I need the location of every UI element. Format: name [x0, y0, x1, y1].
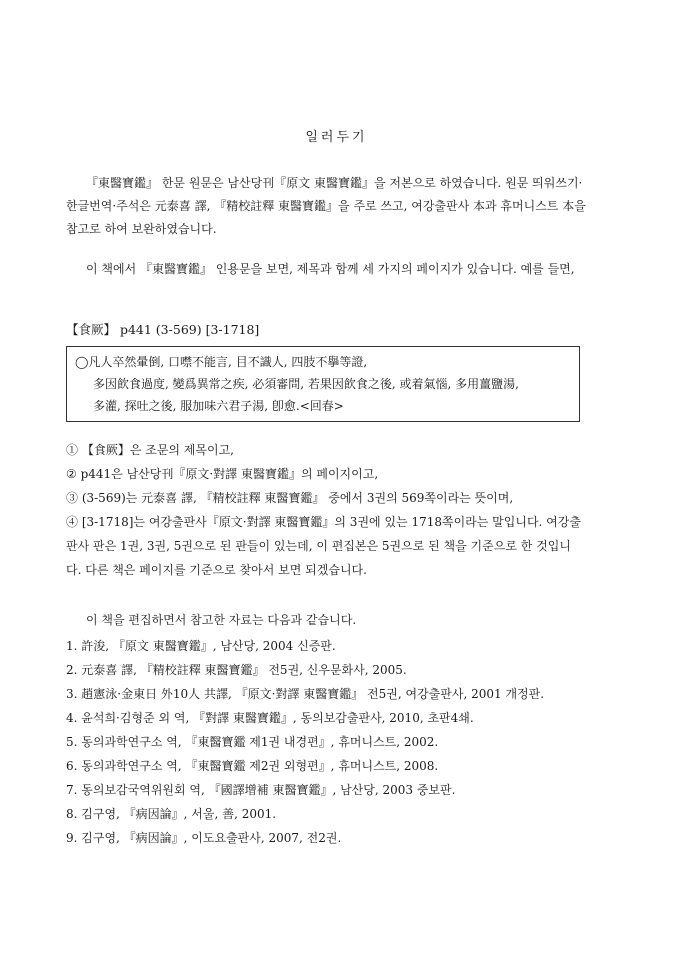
- reference-quote-box: [66, 346, 580, 422]
- note-item: ② p441은 남산당刊『原文·對譯 東醫寶鑑』의 페이지이고,: [66, 467, 379, 481]
- page-title: 일러두기: [305, 130, 368, 145]
- source-item: 4. 윤석희·김형준 외 역, 『對譯 東醫寶鑑』, 동의보감출판사, 2010, 초판4쇄.: [66, 711, 474, 725]
- reference-heading: 【食厥】 p441 (3-569) [3-1718]: [66, 322, 260, 337]
- source-item: 1. 許浚, 『原文 東醫寶鑑』, 남산당, 2004 신증판.: [66, 639, 336, 653]
- sources-intro-text: 이 책을 편집하면서 참고한 자료는 다음과 같습니다.: [86, 613, 357, 627]
- source-item: 3. 趙憲泳·金東日 外10人 共譯, 『原文·對譯 東醫寶鑑』 전5권, 여강출판사, 2001 개정판.: [66, 687, 545, 701]
- quote-line: ◯凡人卒然暈倒, 口噤不能言, 目不識人, 四肢不擧等證,: [75, 355, 368, 369]
- note-item: ① 【食厥】은 조문의 제목이고,: [66, 443, 234, 457]
- source-item: 9. 김구영, 『病因論』, 이도요출판사, 2007, 전2권.: [66, 831, 342, 845]
- intro-paragraph-1: [66, 172, 586, 241]
- intro-paragraph-2: [66, 258, 586, 281]
- quote-line: 多灌, 探吐之後, 服加味六君子湯, 卽愈.<回春>: [93, 399, 344, 413]
- source-item: 8. 김구영, 『病因論』, 서울, 善, 2001.: [66, 807, 277, 821]
- note-item: ③ (3-569)는 元泰喜 譯, 『精校註釋 東醫寶鑑』 중에서 3권의 569쪽이라는 뜻이며,: [66, 491, 514, 505]
- sources-list: [66, 634, 586, 850]
- source-item: 5. 동의과학연구소 역, 『東醫寶鑑 제1권 내경편』, 휴머니스트, 2002.: [66, 735, 439, 749]
- source-item: 2. 元泰喜 譯, 『精校註釋 東醫寶鑑』 전5권, 신우문화사, 2005.: [66, 663, 407, 677]
- intro-text-2: 이 책에서 『東醫寶鑑』 인용문을 보면, 제목과 함께 세 가지의 페이지가 있습니다. 예를 들면,: [86, 262, 575, 276]
- intro-text-1: 『東醫寶鑑』 한문 원문은 남산당刊『原文 東醫寶鑑』을 저본으로 하였습니다. 원문 띄워쓰기·한글번역·주석은 元泰喜 譯, 『精校註釋 東醫寶鑑』을 주로 쓰고, 여강출판사 本과 휴머니스트 本을 참고로 하여 보완하였습니다.: [66, 176, 586, 236]
- source-item: 6. 동의과학연구소 역, 『東醫寶鑑 제2권 외형편』, 휴머니스트, 2008.: [66, 759, 439, 773]
- quote-line: 多因飮食過度, 變爲異常之疾, 必須審問, 若果因飮食之後, 或着氣惱, 多用薑鹽湯,: [93, 377, 519, 391]
- note-item: ④ [3-1718]는 여강출판사『原文·對譯 東醫寶鑑』의 3권에 있는 1718쪽이라는 말입니다. 여강출판사 판은 1권, 3권, 5권으로 된 판들이 있는데, 이 편집본은 5권으로 된 책을 기준으로 한 것입니다. 다른 책은 페이지를 기준으로 찾아서 보면 되겠습니다.: [66, 515, 581, 577]
- source-item: 7. 동의보감국역위원회 역, 『國譯增補 東醫寶鑑』, 남산당, 2003 중보판.: [66, 783, 456, 797]
- sources-intro: [66, 609, 586, 632]
- notes-list: [66, 438, 586, 582]
